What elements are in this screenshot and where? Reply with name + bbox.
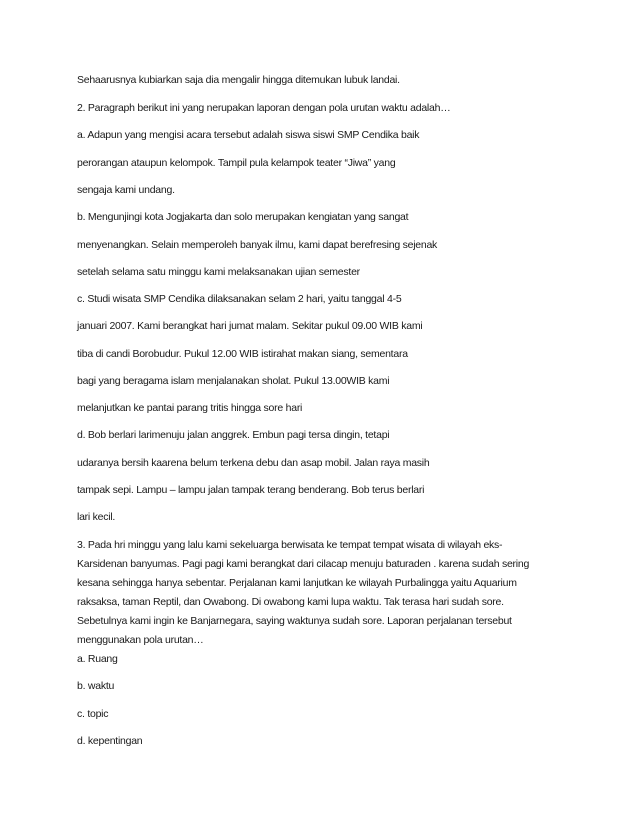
question-3-paragraph xyxy=(77,536,563,650)
question-3-line-4: raksaksa, taman Reptil, dan Owabong. Di owabong kami lupa waktu. Tak terasa hari sudah sore. xyxy=(77,596,504,608)
intro-line: Sehaarusnya kubiarkan saja dia mengalir hingga ditemukan lubuk landai. xyxy=(77,74,400,86)
question-2-option-c-line-4: bagi yang beragama islam menjalanakan sholat. Pukul 13.00WIB kami xyxy=(77,375,390,387)
question-2-prompt: 2. Paragraph berikut ini yang nerupakan laporan dengan pola urutan waktu adalah… xyxy=(77,102,451,114)
question-2-option-c-line-5: melanjutkan ke pantai parang tritis hingga sore hari xyxy=(77,402,303,414)
question-2-option-d-line-3: tampak sepi. Lampu – lampu jalan tampak terang benderang. Bob terus berlari xyxy=(77,484,425,496)
question-2-option-c-line-1: c. Studi wisata SMP Cendika dilaksanakan selam 2 hari, yaitu tanggal 4-5 xyxy=(77,293,402,305)
question-2-option-b-line-3: setelah selama satu minggu kami melaksanakan ujian semester xyxy=(77,266,360,278)
question-2-option-d-line-2: udaranya bersih kaarena belum terkena debu dan asap mobil. Jalan raya masih xyxy=(77,457,430,469)
question-2-option-a-line-2: perorangan ataupun kelompok. Tampil pula kelampok teater “Jiwa” yang xyxy=(77,157,396,169)
question-2-option-a-line-1: a. Adapun yang mengisi acara tersebut adalah siswa siswi SMP Cendika baik xyxy=(77,129,420,141)
question-2-option-d-line-4: lari kecil. xyxy=(77,511,116,523)
question-3-line-1: 3. Pada hri minggu yang lalu kami sekeluarga berwisata ke tempat tempat wisata di wilayah eks- xyxy=(77,539,503,551)
question-3-line-6: menggunakan pola urutan… xyxy=(77,634,204,646)
question-3-option-b: b. waktu xyxy=(77,680,115,692)
question-3-option-a: a. Ruang xyxy=(77,653,118,665)
question-3-option-c: c. topic xyxy=(77,708,109,720)
question-3-line-2: Karsidenan banyumas. Pagi pagi kami berangkat dari cilacap menuju baturaden . karena sudah sering xyxy=(77,558,530,570)
question-2-option-b-line-2: menyenangkan. Selain memperoleh banyak ilmu, kami dapat berefresing sejenak xyxy=(77,239,438,251)
question-2-option-c-line-2: januari 2007. Kami berangkat hari jumat malam. Sekitar pukul 09.00 WIB kami xyxy=(77,320,423,332)
question-3-line-5: Sebetulnya kami ingin ke Banjarnegara, saying waktunya sudah sore. Laporan perjalanan tersebut xyxy=(77,615,512,627)
question-2-option-b-line-1: b. Mengunjingi kota Jogjakarta dan solo merupakan kengiatan yang sangat xyxy=(77,211,409,223)
question-3-option-d: d. kepentingan xyxy=(77,735,143,747)
question-2-option-c-line-3: tiba di candi Borobudur. Pukul 12.00 WIB istirahat makan siang, sementara xyxy=(77,348,408,360)
question-3-line-3: kesana sehingga hanya sebentar. Perjalanan kami lanjutkan ke wilayah Purbalingga yaitu Aquarium xyxy=(77,577,517,589)
question-2-option-a-line-3: sengaja kami undang. xyxy=(77,184,175,196)
question-2-option-d-line-1: d. Bob berlari larimenuju jalan anggrek. Embun pagi tersa dingin, tetapi xyxy=(77,429,390,441)
